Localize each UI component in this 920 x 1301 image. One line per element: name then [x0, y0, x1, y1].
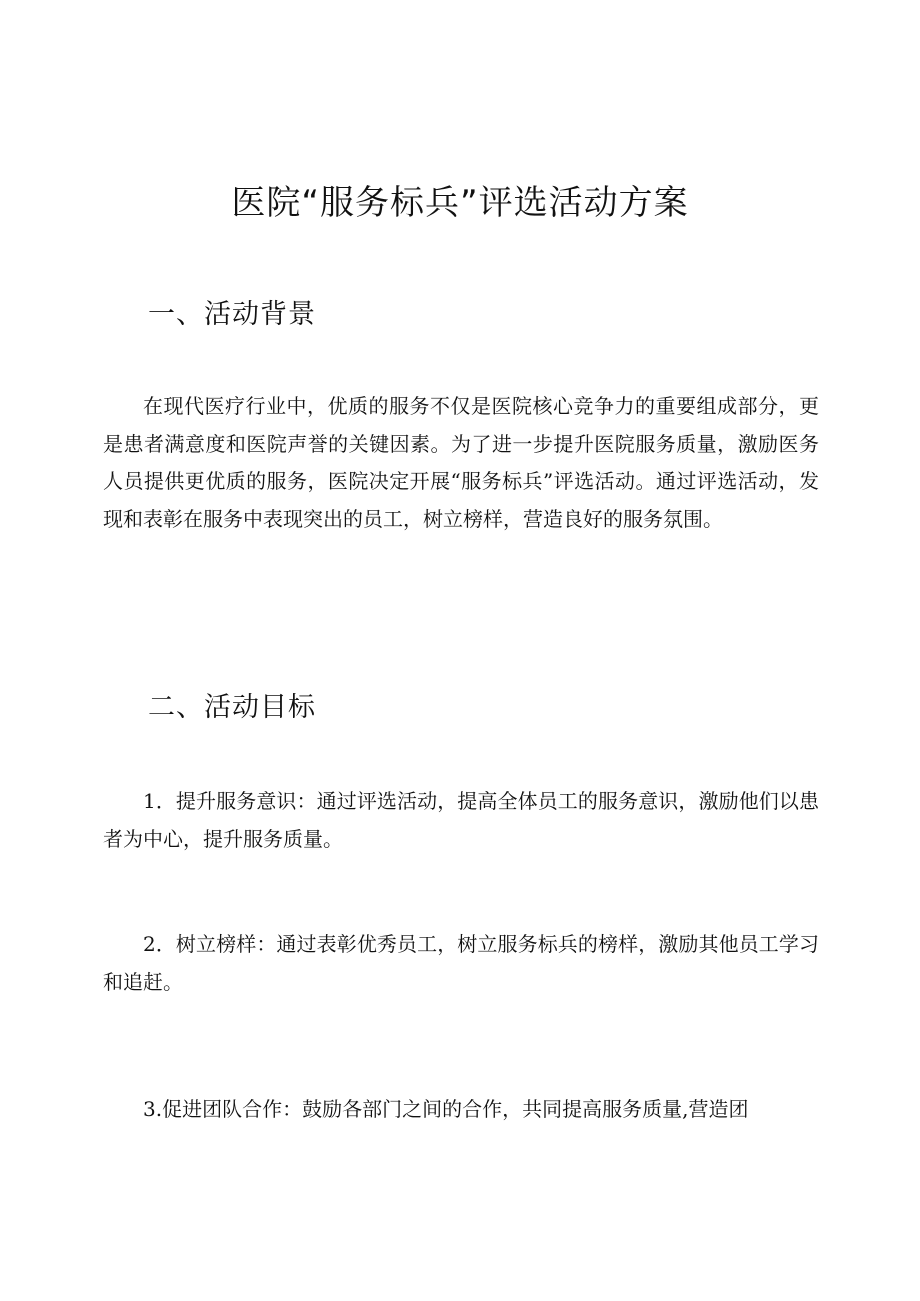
paragraph-background: 在现代医疗行业中，优质的服务不仅是医院核心竞争力的重要组成部分，更是患者满意度和医院声誉的关键因素。为了进一步提升医院服务质量，激励医务人员提供更优质的服务，医院决定开展“服务标兵”评选活动。通过评选活动，发现和表彰在服务中表现突出的员工，树立榜样，营造良好的服务氛围。 [103, 394, 819, 531]
document-title: 医院“服务标兵”评选活动方案 [231, 183, 689, 223]
goal-item-2: 2．树立榜样：通过表彰优秀员工，树立服务标兵的榜样，激励其他员工学习和追赶。 [103, 932, 819, 994]
goal-item-1: 1．提升服务意识：通过评选活动，提高全体员工的服务意识，激励他们以患者为中心，提升服务质量。 [103, 789, 819, 851]
section-heading-goals: 二、活动目标 [148, 692, 316, 723]
goal-item-3: 3.促进团队合作：鼓励各部门之间的合作，共同提高服务质量,营造团 [143, 1097, 749, 1121]
section-heading-background: 一、活动背景 [148, 299, 316, 330]
